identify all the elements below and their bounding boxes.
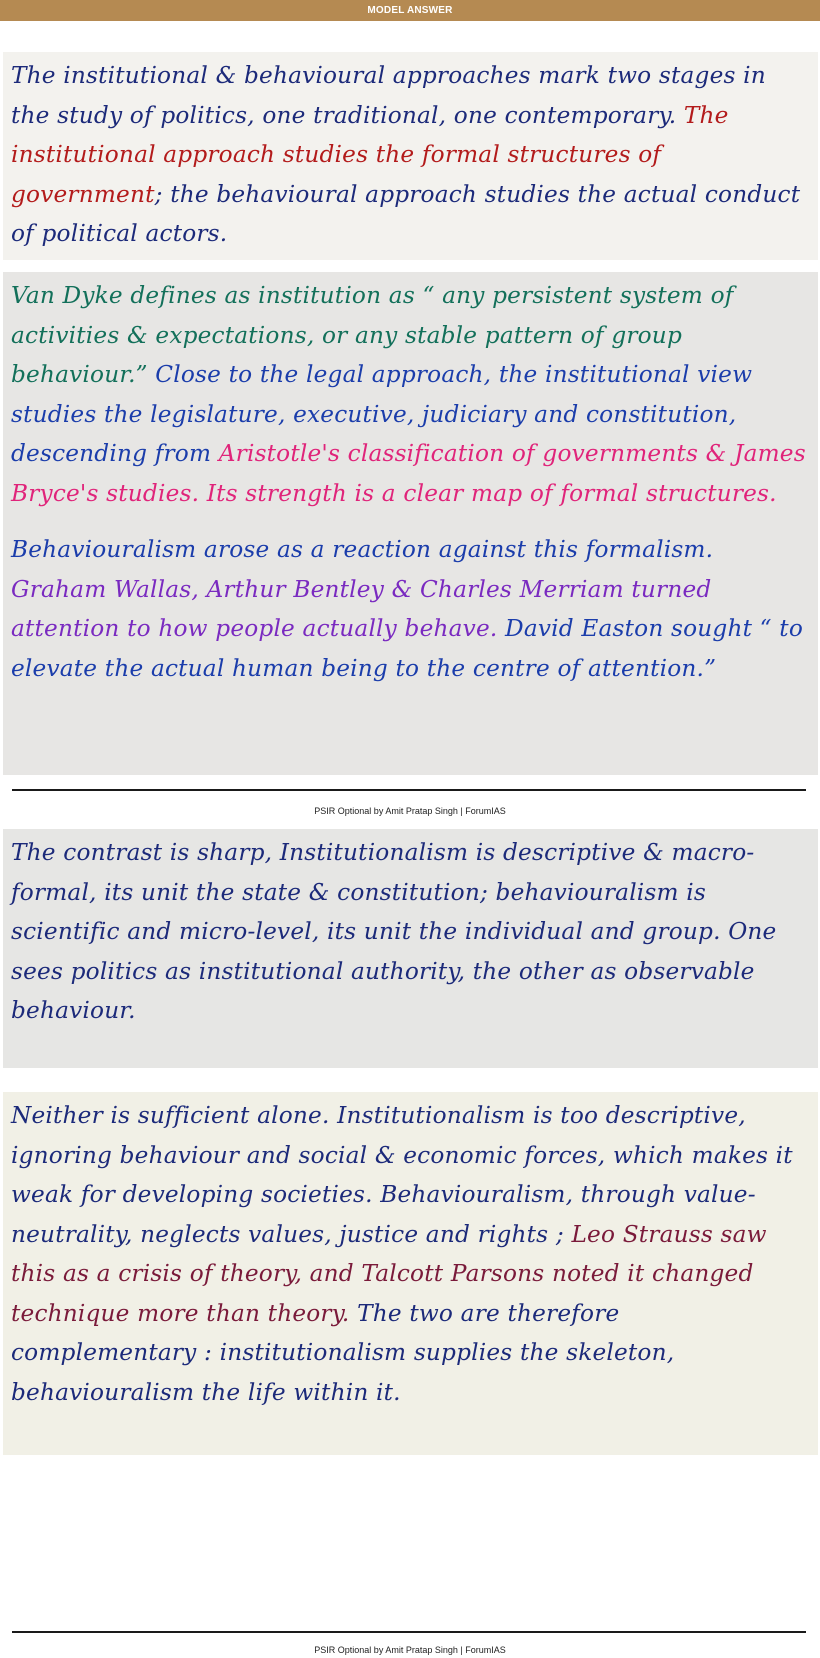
thinkers-text: Graham Wallas, Arthur Bentley & Charles Merriam turned attention to how people actually behave. — [11, 575, 712, 642]
answer-panel-introduction — [3, 52, 818, 260]
van-dyke-definition: Van Dyke defines as institution as “ any persistent system of activities & expectations, or any stable pattern of group behaviour.” — [11, 282, 734, 388]
introduction-paragraph — [11, 56, 808, 254]
contrast-paragraph: The contrast is sharp, Institutionalism is descriptive & macro-formal, its unit the state & constitution; behaviouralism is scientific and micro-level, its unit the individual and group. One sees politics as institutional authority, the other as observable behaviour. — [11, 839, 777, 1024]
banner-label: MODEL ANSWER — [367, 5, 453, 16]
behavioural-paragraph — [11, 530, 808, 688]
institutional-view-text: Close to the legal approach, the institutional view studies the legislature, executive, judiciary and constitution, descending from — [11, 361, 753, 467]
intro-text-end: ; the behavioural approach studies the actual conduct of political actors. — [11, 180, 801, 247]
easton-quote: David Easton sought “ to elevate the actual human being to the centre of attention.” — [11, 615, 803, 682]
conclusion-paragraph — [11, 1096, 808, 1412]
intro-highlight-text: The institutional approach studies the formal structures of government — [11, 101, 729, 208]
answer-panel-conclusion — [3, 1092, 818, 1455]
aristotle-bryce-text: Aristotle's classification of governments & James Bryce's studies. Its strength is a clear map of formal structures. — [11, 440, 806, 507]
answer-panel-body — [3, 272, 818, 775]
answer-panel-contrast — [3, 829, 818, 1068]
model-answer-banner — [0, 0, 820, 21]
institutional-paragraph — [11, 276, 808, 513]
behaviouralism-origin-text: Behaviouralism arose as a reaction against this formalism. — [11, 536, 714, 563]
intro-text: The institutional & behavioural approaches mark two stages in the study of politics, one traditional, one contemporary. — [11, 62, 766, 129]
conclusion-text-end: The two are therefore complementary : institutionalism supplies the skeleton, behaviouralism the life within it. — [11, 1299, 675, 1406]
page-divider — [12, 1631, 806, 1633]
page-footer: PSIR Optional by Amit Pratap Singh | ForumIAS — [314, 1645, 506, 1655]
page-footer: PSIR Optional by Amit Pratap Singh | ForumIAS — [314, 806, 506, 816]
strauss-parsons-text: Leo Strauss saw this as a crisis of theory, and Talcott Parsons noted it changed technique more than theory. — [11, 1220, 767, 1327]
conclusion-text: Neither is sufficient alone. Institutionalism is too descriptive, ignoring behaviour and social & economic forces, which makes it weak for developing societies. Behaviouralism, through value-neutrality, neglects values, justice and rights ; — [11, 1102, 793, 1248]
page-divider — [12, 789, 806, 791]
